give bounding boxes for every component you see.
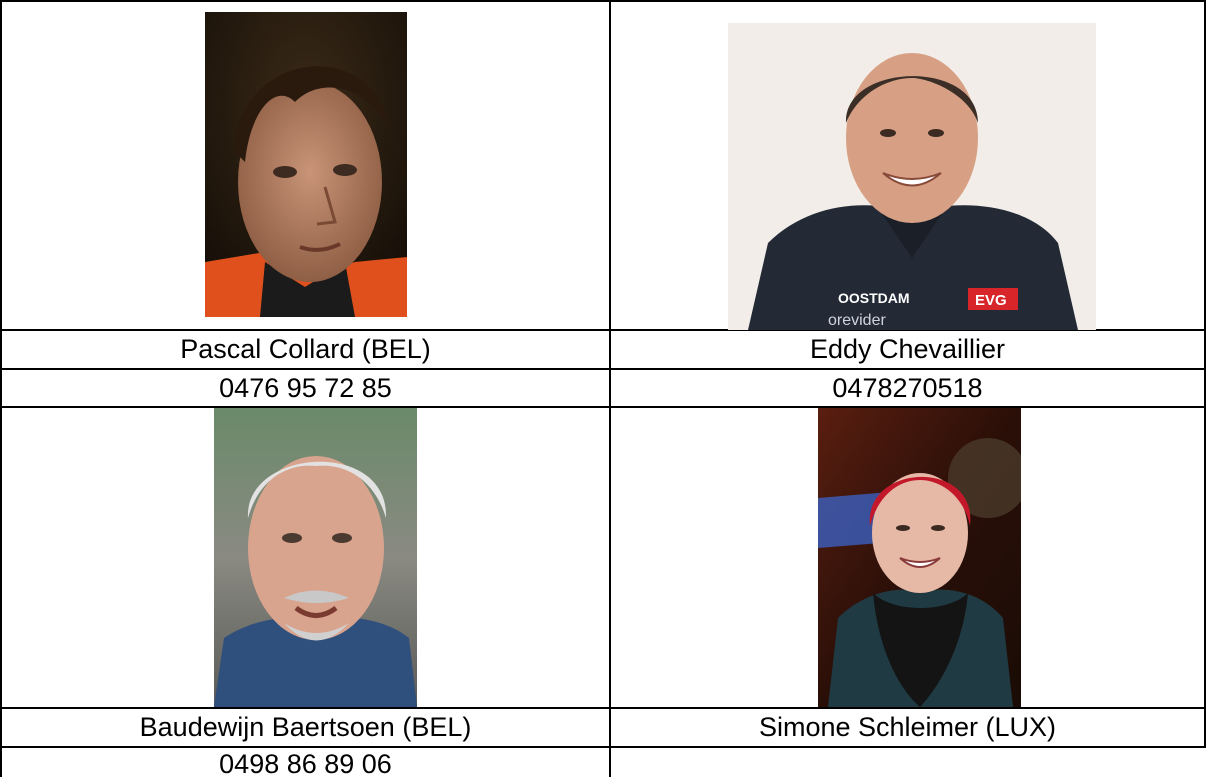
shirt-text: orevider	[828, 312, 886, 329]
shirt-sponsor-text: EVG	[975, 292, 1007, 309]
table-row-divider	[0, 406, 1206, 408]
shirt-logo-text: OOSTDAM	[838, 290, 910, 306]
table-border-top	[0, 0, 1206, 2]
contact-name: Baudewijn Baertsoen (BEL)	[139, 712, 472, 742]
contact-photo-baudewijn-baertsoen	[214, 408, 417, 707]
contact-photo-simone-schleimer	[818, 408, 1021, 707]
contact-photo-pascal-collard	[205, 12, 407, 317]
table-row-divider	[0, 707, 1206, 709]
table-row-divider	[0, 746, 1206, 748]
contact-phone: 0498 86 89 06	[219, 749, 392, 779]
contact-name: Eddy Chevaillier	[809, 334, 1006, 364]
contact-phone: 0476 95 72 85	[219, 373, 392, 403]
contact-name: Pascal Collard (BEL)	[180, 334, 431, 364]
contact-name: Simone Schleimer (LUX)	[758, 712, 1057, 742]
contact-phone: 0478270518	[832, 373, 983, 403]
table-row-divider	[0, 368, 1206, 370]
contact-photo-eddy-chevaillier	[728, 23, 1096, 330]
